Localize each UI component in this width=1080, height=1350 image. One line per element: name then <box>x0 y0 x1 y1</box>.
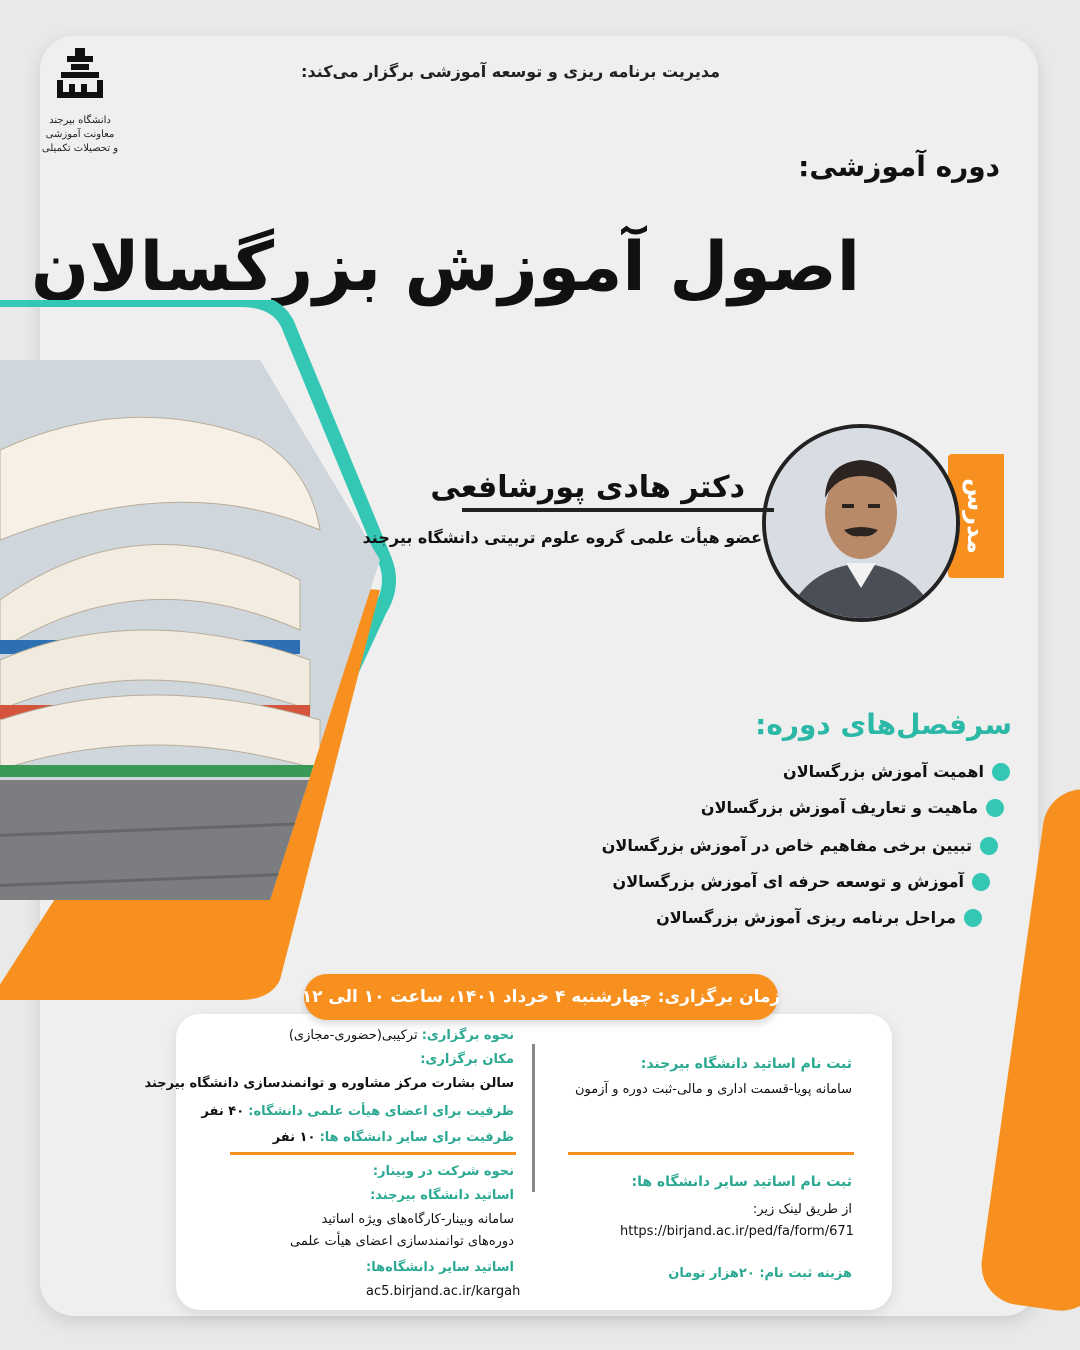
bullet-dot-icon <box>980 837 998 855</box>
other-faculty-link[interactable]: ac5.birjand.ac.ir/kargah <box>366 1284 521 1299</box>
mode-label: نحوه برگزاری: <box>421 1028 514 1043</box>
details-card <box>144 1014 892 1310</box>
reg-other-via: از طریق لینک زیر: <box>752 1202 852 1217</box>
birjand-webinar-line-2: دوره‌های توانمندسازی اعضای هیأت علمی <box>290 1234 514 1249</box>
instructor-description: عضو هیأت علمی گروه علوم تربیتی دانشگاه بیرجند <box>362 528 762 547</box>
column-divider <box>532 1044 535 1192</box>
birjand-webinar-line-1: سامانه وبینار-کارگاه‌های ویژه اساتید <box>321 1212 514 1227</box>
schedule-pill <box>301 974 781 1020</box>
place-value: سالن بشارت مرکز مشاوره و توانمندسازی دانشگاه بیرجند <box>144 1076 514 1091</box>
topic-label: اهمیت آموزش بزرگسالان <box>783 762 984 781</box>
topic-item <box>783 762 1010 781</box>
topic-label: ماهیت و تعاریف آموزش بزرگسالان <box>700 798 978 817</box>
logo-line-2: معاونت آموزشی <box>45 129 115 140</box>
topic-label: تبیین برخی مفاهیم خاص در آموزش بزرگسالان <box>601 836 972 855</box>
topic-item <box>656 908 982 927</box>
books-image <box>0 300 380 1000</box>
bullet-dot-icon <box>992 763 1010 781</box>
other-faculty-label: اساتید سایر دانشگاه‌ها: <box>366 1260 514 1275</box>
topic-item <box>701 798 1004 817</box>
organizer-text: مدیریت برنامه ریزی و توسعه آموزشی برگزار می‌کند: <box>301 62 720 81</box>
reg-other-link[interactable]: https://birjand.ac.ir/ped/fa/form/671 <box>620 1224 854 1239</box>
divider-orange-left <box>230 1152 516 1155</box>
reg-birjand-label: ثبت نام اساتید دانشگاه بیرجند: <box>640 1056 852 1072</box>
instructor-name: دکتر هادی پورشافعی <box>430 470 745 505</box>
schedule-text: زمان برگزاری: چهارشنبه ۴ خرداد ۱۴۰۱، ساعت ۱۰ الی ۱۲ <box>301 987 781 1007</box>
topic-label: مراحل برنامه ریزی آموزش بزرگسالان <box>656 908 956 927</box>
capacity-other-label: ظرفیت برای سایر دانشگاه ها: <box>319 1130 514 1145</box>
logo-line-3: و تحصیلات تکمیلی <box>41 143 119 154</box>
logo-line-1: دانشگاه بیرجند <box>49 115 111 126</box>
topic-label: آموزش و توسعه حرفه ای آموزش بزرگسالان <box>612 872 964 891</box>
course-title: اصول آموزش بزرگسالان <box>31 228 860 307</box>
webinar-label: نحوه شرکت در وبینار: <box>372 1164 514 1179</box>
instructor-tab-label: مدرس <box>962 478 990 554</box>
topics-heading: سرفصل‌های دوره: <box>755 708 1012 741</box>
reg-other-label: ثبت نام اساتید سایر دانشگاه ها: <box>631 1174 852 1190</box>
logo-emblem-icon <box>53 46 107 100</box>
course-label: دوره آموزشی: <box>798 150 1000 183</box>
registration-fee: هزینه ثبت نام: ۲۰هزار تومان <box>668 1266 852 1281</box>
bullet-dot-icon <box>986 799 1004 817</box>
birjand-faculty-label: اساتید دانشگاه بیرجند: <box>370 1188 514 1203</box>
instructor-portrait <box>762 424 960 622</box>
topic-item <box>613 872 990 891</box>
place-label: مکان برگزاری: <box>420 1052 514 1067</box>
bullet-dot-icon <box>964 909 982 927</box>
capacity-faculty-label: ظرفیت برای اعضای هیأت علمی دانشگاه: <box>248 1104 514 1119</box>
mode-value: ترکیبی(حضوری-مجازی) <box>288 1028 418 1043</box>
bullet-dot-icon <box>972 873 990 891</box>
reg-birjand-value: سامانه پویا-قسمت اداری و مالی-ثبت دوره و آزمون <box>575 1082 852 1097</box>
instructor-name-underline <box>462 508 774 512</box>
university-logo <box>40 46 120 156</box>
topic-item <box>602 836 998 855</box>
capacity-faculty-value: ۴۰ نفر <box>201 1104 245 1119</box>
divider-orange-right <box>568 1152 854 1155</box>
capacity-other-value: ۱۰ نفر <box>272 1130 316 1145</box>
